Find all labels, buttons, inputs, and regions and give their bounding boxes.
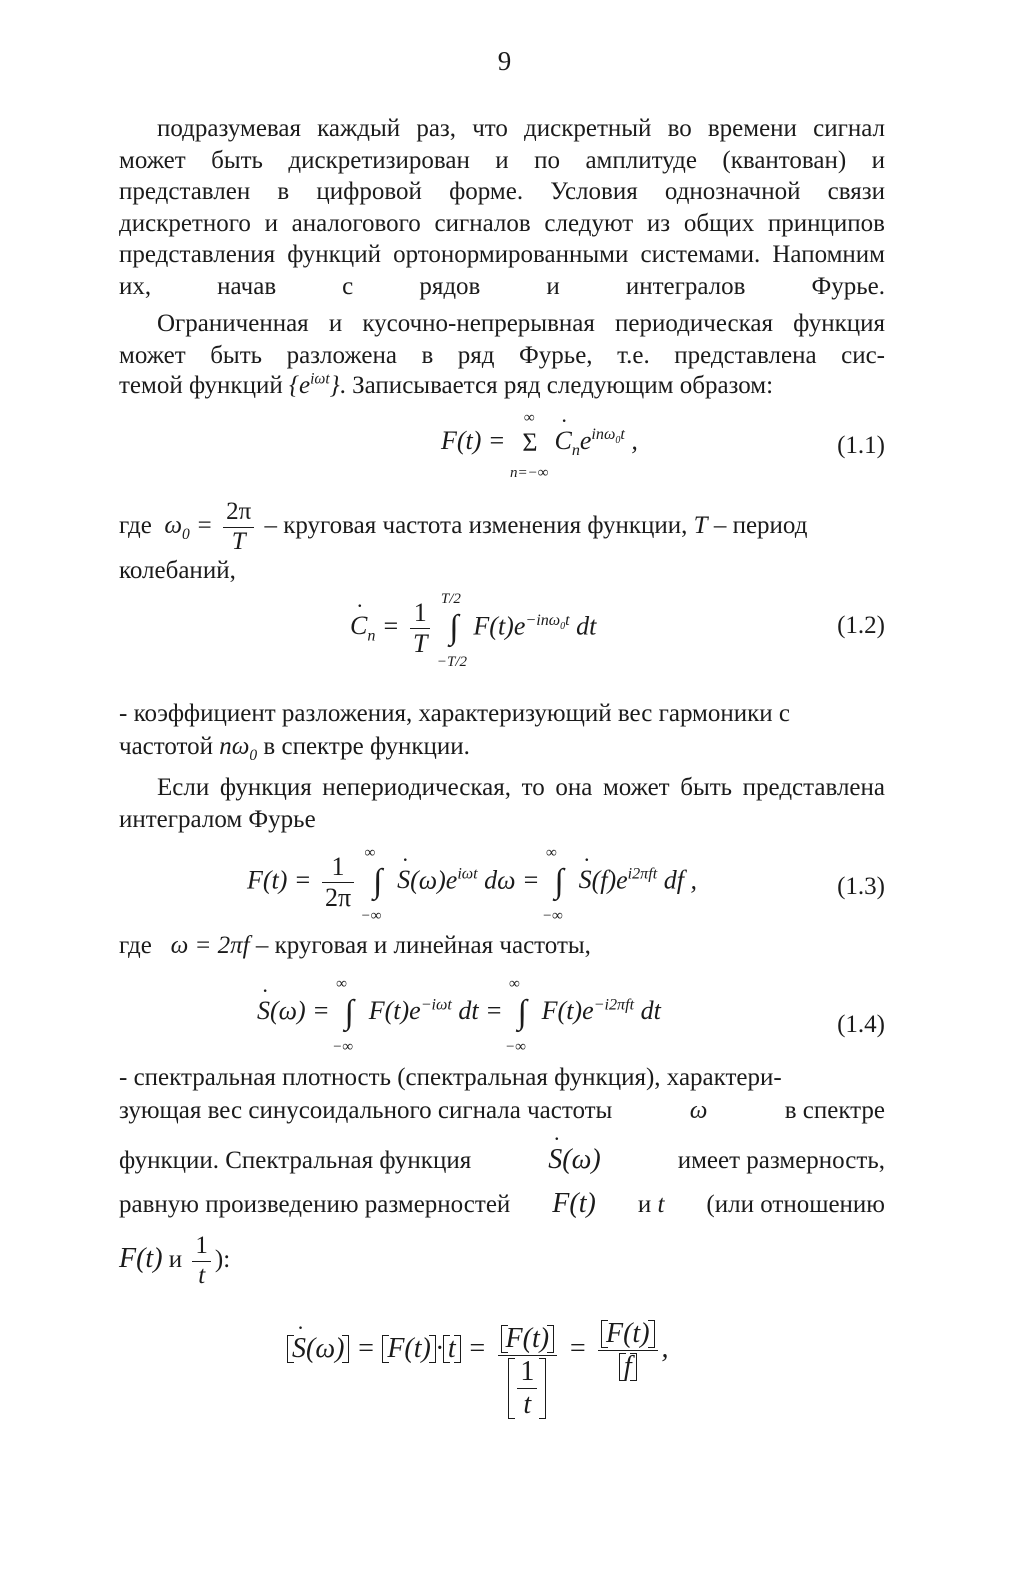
paragraph-2-tail-after: . Записывается ряд следующим образом: xyxy=(339,372,774,399)
spectral-line-5-mid: и xyxy=(168,1245,183,1273)
where-omega0-text: – круговая частота изменения функции, xyxy=(264,511,688,539)
equation-1-1: F(t) = Σ ∞ n=−∞ $C \cdot_ne^{in\omega_0t}$ , xyxy=(441,426,638,458)
coefficient-line-2 xyxy=(119,733,470,764)
page-number: 9 xyxy=(497,46,512,76)
paragraph-1: подразумевая каждый раз, что дискретный во времени сигнал может быть дискретизирован и по амплитуде (квантован) и представлен в цифровой форме. Условия однозначной связи дискретного и аналогового сигналов следуют из общих принципов представления функций ортонормированными системами. Напомним их, начав с рядов и интегралов Фурье. xyxy=(119,115,885,300)
spectral-line-3-after: имеет размерность, xyxy=(677,1147,885,1174)
equation-1-4: S ·(ω) = ∫ ∞ −∞ $F(t)e^{-i\omega t}$ dt = ∫ ∞ −∞ $F(t)e^{-i2\pi ft}$ dt xyxy=(257,994,661,1032)
spectral-line-1: - спектральная плотность (спектральная функция), характери- xyxy=(119,1064,782,1091)
spectral-line-3 xyxy=(119,1144,885,1176)
equation-1-3: F(t) = $\frac{1}{2\pi}$ ∫ ∞ −∞ $S \cdot(\omega)e^{i\omega t}$ dω = ∫ ∞ −∞ $S \cdot(f)e^{i2\pi ft}$ df , xyxy=(247,852,697,913)
coefficient-line-2-before: частотой xyxy=(119,733,214,760)
where-omega-line xyxy=(119,932,591,960)
spectral-line-4-after: (или отношению xyxy=(706,1191,885,1218)
kolebaniy-text: колебаний, xyxy=(119,557,236,584)
formula-F-t-2: F(t) xyxy=(119,1242,163,1274)
formula-omega-2pif: ω = 2πf xyxy=(158,932,250,959)
formula-omega0: $\omega_0$ = $\frac{2\pi}{T}$ xyxy=(158,512,258,539)
spectral-line-4-before: равную произведению размерностей xyxy=(119,1191,511,1218)
paragraph-2-tail xyxy=(119,372,773,400)
spectral-line-5 xyxy=(119,1232,230,1291)
where-prefix-2: где xyxy=(119,932,152,959)
formula-F-t: F(t) xyxy=(552,1188,596,1219)
coefficient-line-2-after: в спектре функции. xyxy=(263,733,470,760)
where-omega0-line xyxy=(119,498,807,557)
paragraph-3: Если функция непериодическая, то она может быть представлена интегралом Фурье xyxy=(119,774,885,833)
paragraph-2-tail-before: темой функций xyxy=(119,372,283,399)
equation-1-2-number: (1.2) xyxy=(837,612,885,639)
period-symbol: T xyxy=(693,511,708,539)
spectral-line-4-and xyxy=(638,1191,665,1219)
spectral-line-3-before: функции. Спектральная функция xyxy=(119,1147,472,1174)
spectral-line-2-before: зующая вес синусоидального сигнала частоты xyxy=(119,1097,613,1124)
equation-1-4-number: (1.4) xyxy=(837,1011,885,1038)
t-symbol: t xyxy=(657,1191,665,1218)
equation-1-3-number: (1.3) xyxy=(837,873,885,900)
dimension-equation: S ·(ω) = F(t) · t = $\frac{F(t)}{\frac{1}{t}}$ = $\frac{F(t)}{f}$ , xyxy=(287,1318,669,1421)
formula-exp-system: $\{e^{i\omega t}\}$ xyxy=(288,370,340,399)
equation-1-1-number: (1.1) xyxy=(837,432,885,459)
spectral-line-2 xyxy=(119,1097,885,1125)
equation-1-2: $C \cdot_n$ = $\frac{1}{T}$ ∫ T/2 −T/2 $F(t)e^{-in\omega_0t}$ dt xyxy=(350,598,596,659)
formula-n-omega0: $n\omega_0$ xyxy=(219,733,258,764)
omega-symbol: ω xyxy=(689,1097,708,1124)
formula-S-omega: S ·(ω) xyxy=(548,1144,600,1176)
where-omega-text: – круговая и линейная частоты, xyxy=(255,932,591,959)
spectral-line-2-after: в спектре xyxy=(784,1097,885,1124)
paragraph-2: Ограниченная и кусочно-непрерывная периодическая функция может быть разложена в ряд Фурье, т.е. представлена сис- xyxy=(119,310,885,369)
spectral-line-5-after: ): xyxy=(214,1245,231,1273)
coefficient-line-1: - коэффициент разложения, характеризующий вес гармоники с xyxy=(119,700,791,727)
where-omega0-suffix: – период xyxy=(713,511,808,539)
formula-one-over-t: $\frac{1}{t}$ xyxy=(192,1232,211,1291)
spectral-line-4 xyxy=(119,1188,885,1220)
where-prefix: где xyxy=(119,511,152,539)
spectral-line-4-mid: и xyxy=(637,1191,652,1218)
